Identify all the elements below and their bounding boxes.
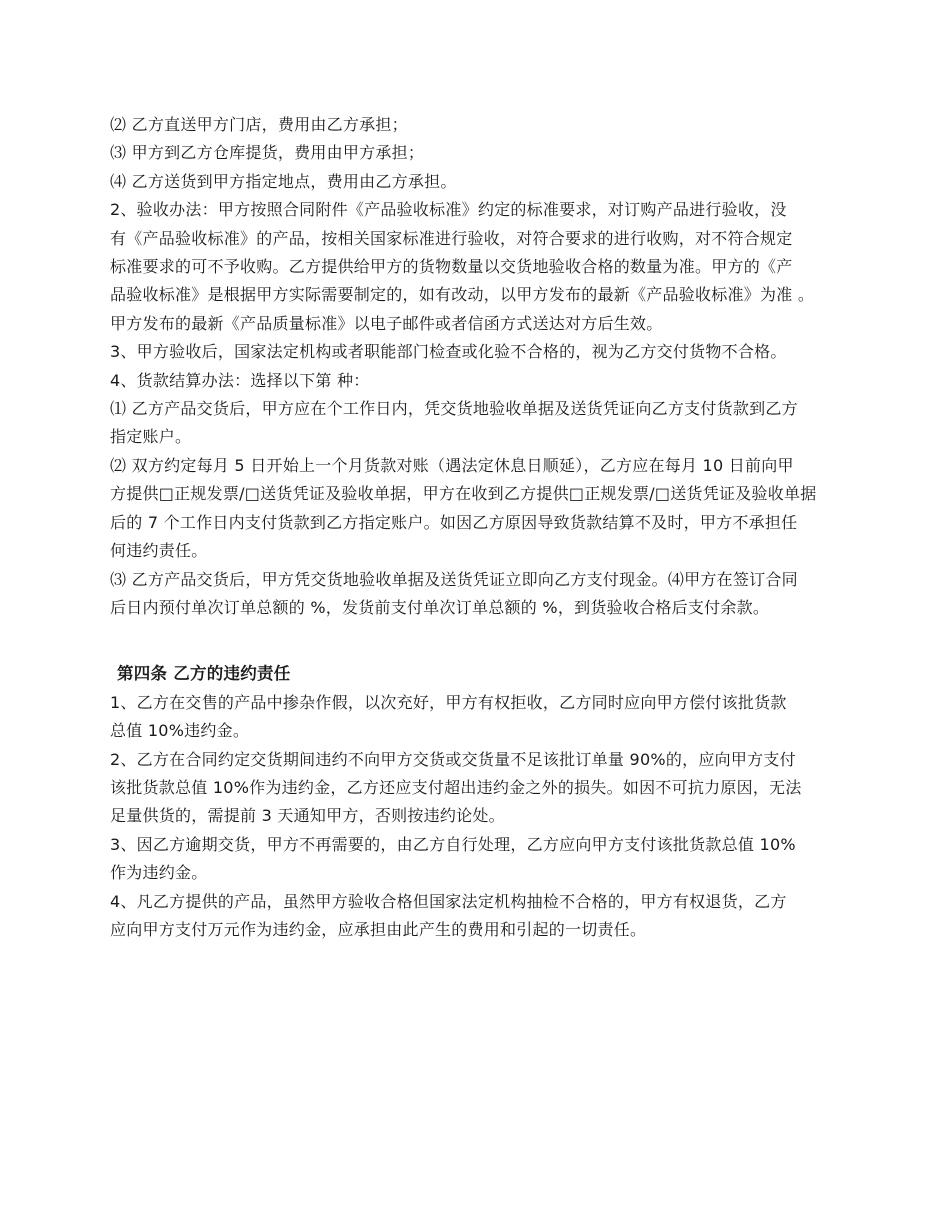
payment-option-2-line-3: 后的 7 个工作日内支付货款到乙方指定账户。如因乙方原因导致货款结算不及时，甲方不承担任 — [110, 512, 798, 532]
payment-method-intro: 4、货款结算办法：选择以下第 种： — [110, 370, 370, 390]
breach-clause-1-line-2: 总值 10%违约金。 — [110, 721, 250, 741]
post-inspection-clause: 3、甲方验收后，国家法定机构或者职能部门检查或化验不合格的，视为乙方交付货物不合格。 — [110, 342, 787, 362]
payment-option-3-line-2: 后日内预付单次订单总额的 %，发货前支付单次订单总额的 %，到货验收合格后支付余款。 — [110, 597, 770, 617]
breach-clause-2-line-3: 足量供货的，需提前 3 天通知甲方，否则按违约论处。 — [110, 806, 505, 826]
section-spacer — [110, 622, 840, 660]
payment-option-3-line-1: ⑶ 乙方产品交货后，甲方凭交货地验收单据及送货凭证立即向乙方支付现金。⑷甲方在签订合同 — [110, 569, 798, 589]
section-3-continued — [110, 111, 840, 622]
section-4-heading: 第四条 乙方的违约责任 — [117, 664, 291, 684]
breach-clause-4-line-2: 应向甲方支付万元作为违约金，应承担由此产生的费用和引起的一切责任。 — [110, 919, 647, 939]
breach-clause-4-line-1: 4、凡乙方提供的产品，虽然甲方验收合格但国家法定机构抽检不合格的，甲方有权退货，乙方 — [110, 891, 787, 911]
delivery-option-3: ⑶ 甲方到乙方仓库提货，费用由甲方承担； — [110, 143, 425, 163]
acceptance-method-line-4: 品验收标准》是根据甲方实际需要制定的，如有改动，以甲方发布的最新《产品验收标准》为准 。 — [110, 285, 815, 305]
section-4 — [110, 660, 840, 944]
acceptance-method-line-1: 2、验收办法：甲方按照合同附件《产品验收标准》约定的标准要求，对订购产品进行验收，没 — [110, 200, 787, 220]
breach-clause-3-line-1: 3、因乙方逾期交货，甲方不再需要的，由乙方自行处理，乙方应向甲方支付该批货款总值 10% — [110, 834, 796, 854]
document-page — [110, 111, 840, 944]
breach-clause-3-line-2: 作为违约金。 — [110, 863, 208, 883]
breach-clause-2-line-2: 该批货款总值 10%作为违约金，乙方还应支付超出违约金之外的损失。如因不可抗力原因，无法 — [110, 777, 802, 797]
payment-option-2-line-1: ⑵ 双方约定每月 5 日开始上一个月货款对账（遇法定休息日顺延），乙方应在每月 10 日前向甲 — [110, 455, 794, 475]
payment-option-1-line-2: 指定账户。 — [110, 427, 192, 447]
delivery-option-2: ⑵ 乙方直送甲方门店，费用由乙方承担； — [110, 115, 408, 134]
acceptance-method-line-2: 有《产品验收标准》的产品，按相关国家标准进行验收，对符合要求的进行收购，对不符合规定 — [110, 228, 793, 248]
payment-option-2-line-2: 方提供□正规发票/□送货凭证及验收单据，甲方在收到乙方提供□正规发票/□送货凭证及验收单据 — [110, 484, 817, 504]
delivery-option-4: ⑷ 乙方送货到甲方指定地点，费用由乙方承担。 — [110, 171, 457, 191]
payment-option-1-line-1: ⑴ 乙方产品交货后，甲方应在个工作日内，凭交货地验收单据及送货凭证向乙方支付货款到乙方 — [110, 399, 798, 419]
payment-option-2-line-4: 何违约责任。 — [110, 541, 208, 561]
acceptance-method-line-3: 标准要求的可不予收购。乙方提供给甲方的货物数量以交货地验收合格的数量为准。甲方的《产 — [110, 257, 793, 277]
acceptance-method-line-5: 甲方发布的最新《产品质量标准》以电子邮件或者信函方式送达对方后生效。 — [110, 313, 663, 333]
breach-clause-1-line-1: 1、乙方在交售的产品中掺杂作假，以次充好，甲方有权拒收，乙方同时应向甲方偿付该批货款 — [110, 692, 787, 712]
breach-clause-2-line-1: 2、乙方在合同约定交货期间违约不向甲方交货或交货量不足该批订单量 90%的，应向甲方支付 — [110, 749, 796, 769]
